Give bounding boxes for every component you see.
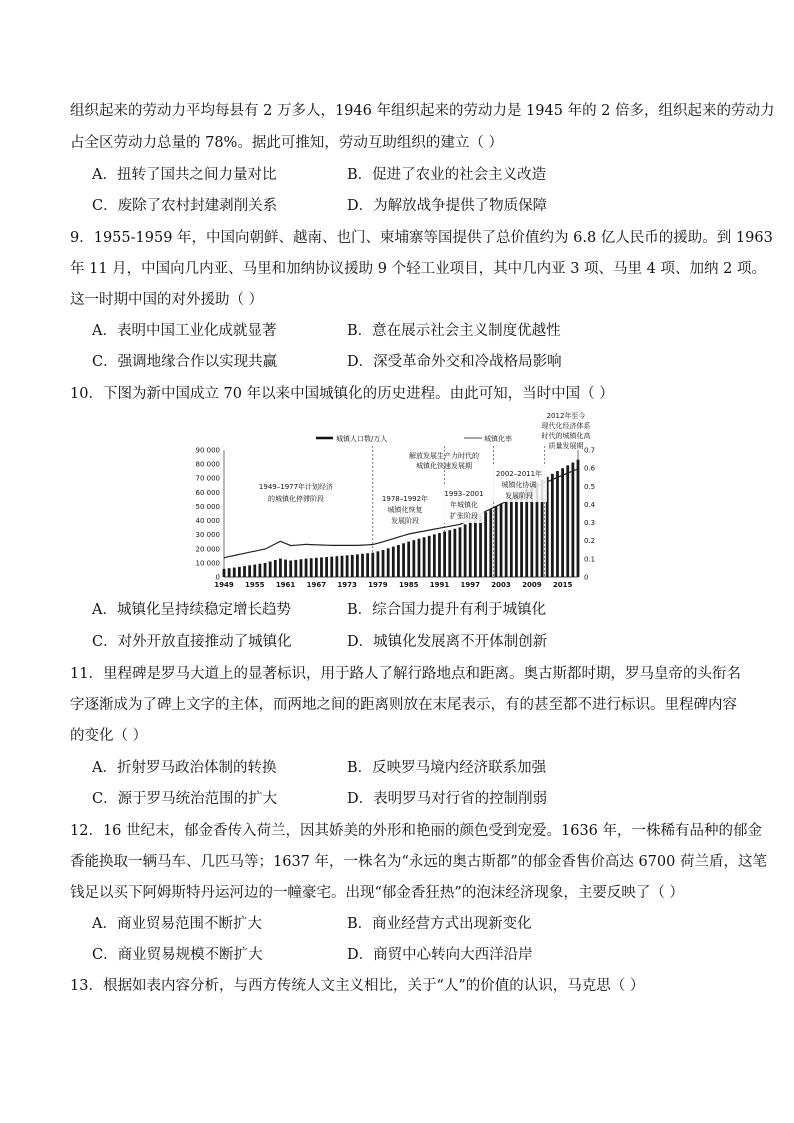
bar-1994 <box>453 529 456 577</box>
y-left-tick: 20 000 <box>195 545 220 554</box>
bar-1957 <box>264 563 267 577</box>
y-right-tick: 0.3 <box>584 519 596 528</box>
bar-1956 <box>259 564 262 577</box>
stage-2-line-3: 发展阶段 <box>391 517 419 525</box>
y-right-tick: 0 <box>584 573 589 582</box>
group-1-line-1: 解放发展生产力时代的 <box>409 452 479 460</box>
q11-option-c: C．源于罗马统治范围的扩大 <box>92 791 278 807</box>
y-left-tick: 80 000 <box>195 460 220 469</box>
bar-1997 <box>469 521 472 577</box>
q11-option-a: A．折射罗马政治体制的转换 <box>92 760 277 776</box>
bar-1960 <box>279 559 282 577</box>
bar-2018 <box>577 460 580 577</box>
bar-1978 <box>371 553 374 577</box>
bar-1990 <box>433 534 436 577</box>
bar-1959 <box>274 560 277 577</box>
bar-1993 <box>448 530 451 577</box>
q8-option-b: B．促进了农业的社会主义改造 <box>347 167 547 183</box>
stage-label-4 <box>491 466 547 502</box>
bar-1999 <box>479 515 482 577</box>
y-right-tick: 0.4 <box>584 500 596 509</box>
bar-1991 <box>438 533 441 577</box>
q8-stem-line-2: 占全区劳动力总量的 78%。据此可推知，劳动互助组织的建立（ ） <box>70 135 503 151</box>
stage-label-3 <box>444 485 484 523</box>
y-right-tick-labels <box>584 447 596 582</box>
q8-option-d: D．为解放战争提供了物质保障 <box>347 198 548 214</box>
q11-stem-line-1: 11．里程碑是罗马大道上的显著标识，用于路人了解行路地点和距离。奥古斯都时期，罗马皇帝的头衔名 <box>70 666 741 682</box>
bar-1967 <box>315 558 318 577</box>
bar-1983 <box>397 545 400 577</box>
y-left-tick: 40 000 <box>195 517 220 526</box>
bar-2001 <box>489 509 492 577</box>
q11-option-b: B．反映罗马境内经济联系加强 <box>347 760 547 776</box>
bar-1963 <box>294 560 297 577</box>
stage-2-line-2: 城镇化恢复 <box>387 506 423 514</box>
y-left-tick-labels <box>196 447 221 582</box>
bar-1962 <box>289 561 292 577</box>
y-left-tick: 0 <box>215 573 220 582</box>
q13-stem: 13．根据如表内容分析，与西方传统人文主义相比，关于“人”的价值的认识，马克思（ ） <box>70 978 645 994</box>
q12-option-c: C．商业贸易规模不断扩大 <box>92 947 263 963</box>
bar-2006 <box>515 495 518 577</box>
stage-3-line-3: 扩张阶段 <box>450 512 478 520</box>
x-tick: 1955 <box>245 581 265 589</box>
bar-1976 <box>361 554 364 577</box>
y-left-tick: 70 000 <box>195 474 220 483</box>
bar-1979 <box>377 551 380 577</box>
group-label-reform-era <box>409 451 479 470</box>
y-left-tick: 90 000 <box>195 446 220 455</box>
bar-1949 <box>223 569 226 577</box>
bar-1961 <box>284 560 287 577</box>
q12-option-b: B．商业经营方式出现新变化 <box>347 916 532 932</box>
group-2-line-2: 现代化经济体系 <box>541 422 591 430</box>
bar-1986 <box>412 540 415 577</box>
y-left-tick: 30 000 <box>195 531 220 540</box>
stage-3-line-2: 年城镇化 <box>450 501 478 509</box>
bar-2013 <box>551 474 554 577</box>
group-2-line-1: 2012年至今 <box>546 412 586 420</box>
x-tick: 1997 <box>460 581 481 589</box>
stage-label-1 <box>238 478 353 510</box>
bar-1966 <box>310 558 313 577</box>
q11-option-d: D．表明罗马对行省的控制削弱 <box>347 791 548 807</box>
x-tick: 1973 <box>337 581 357 589</box>
bar-2003 <box>500 503 503 577</box>
bar-2015 <box>561 468 564 577</box>
bar-1974 <box>351 555 354 577</box>
bar-1998 <box>474 518 477 577</box>
bar-1980 <box>382 550 385 577</box>
bar-1985 <box>407 542 410 577</box>
y-right-tick: 0.1 <box>584 555 596 564</box>
q10-option-b: B．综合国力提升有利于城镇化 <box>347 602 547 618</box>
bar-1968 <box>320 557 323 577</box>
group-1-line-2: 城镇化快速发展期 <box>416 462 472 470</box>
y-right-tick: 0.2 <box>584 537 596 546</box>
stage-4-line-2: 城镇化协调 <box>501 481 537 489</box>
y-left-tick: 50 000 <box>195 502 220 511</box>
q10-option-c: C．对外开放直接推动了城镇化 <box>92 634 292 650</box>
q8-stem-line-1: 组织起来的劳动力平均每县有 2 万多人，1946 年组织起来的劳动力是 1945 年的 2 倍多，组织起来的劳动力 <box>70 103 775 119</box>
bar-1955 <box>253 565 256 577</box>
bar-2007 <box>520 492 523 577</box>
q12-option-d: D．商贸中心转向大西洋沿岸 <box>347 947 533 963</box>
bar-1972 <box>341 556 344 577</box>
q8-option-c: C．废除了农村封建剥削关系 <box>92 198 278 214</box>
q9-option-a: A．表明中国工业化成就显著 <box>92 323 277 339</box>
bar-1952 <box>238 567 241 577</box>
x-tick: 1979 <box>368 581 388 589</box>
q9-stem-line-2: 年 11 月，中国向几内亚、马里和加纳协议援助 9 个轻工业项目，其中几内亚 3 项、马里 4 项、加纳 2 项。 <box>70 261 766 277</box>
y-right-tick: 0.7 <box>584 446 596 455</box>
bar-1977 <box>366 553 369 577</box>
q12-option-a: A．商业贸易范围不断扩大 <box>92 916 262 932</box>
q9-option-b: B．意在展示社会主义制度优越性 <box>347 323 561 339</box>
bar-1996 <box>464 524 467 577</box>
x-tick-labels <box>214 581 572 589</box>
y-left-tick: 10 000 <box>195 559 220 568</box>
bar-1953 <box>243 566 246 577</box>
bar-1970 <box>330 557 333 577</box>
legend-rate: 城镇化率 <box>484 435 512 443</box>
q10-stem: 10．下图为新中国成立 70 年以来中国城镇化的历史进程。由此可知，当时中国（ ） <box>70 386 614 402</box>
bar-2002 <box>495 506 498 577</box>
q9-stem-line-1: 9．1955-1959 年，中国向朝鲜、越南、也门、柬埔寨等国提供了总价值约为 6.8 亿人民币的援助。到 1963 <box>70 230 773 246</box>
y-right-tick: 0.5 <box>584 482 596 491</box>
bar-1992 <box>443 532 446 577</box>
bar-1995 <box>459 527 462 577</box>
bar-2017 <box>571 463 574 577</box>
q12-stem-line-2: 香能换取一辆马车、几匹马等；1637 年，一株名为“永远的奥古斯都”的郁金香售价高达 6700 荷兰盾，这笔 <box>70 854 767 870</box>
bar-1950 <box>228 568 231 577</box>
bar-1964 <box>300 559 303 577</box>
q9-option-d: D．深受革命外交和冷战格局影响 <box>347 354 562 370</box>
bar-1954 <box>248 565 251 577</box>
group-2-line-4: 质量发展期 <box>548 442 584 450</box>
bar-1958 <box>269 561 272 577</box>
bar-1982 <box>392 547 395 577</box>
q11-stem-line-2: 字逐渐成为了碑上文字的主体，而两地之间的距离则放在末尾表示，有的甚至都不进行标识。里程碑内容 <box>70 697 737 713</box>
q8-option-a: A．扭转了国共之间力量对比 <box>92 167 277 183</box>
bar-1989 <box>428 536 431 577</box>
q10-option-d: D．城镇化发展离不开体制创新 <box>347 634 548 650</box>
bar-2000 <box>484 512 487 577</box>
bar-1971 <box>335 556 338 577</box>
stage-4-line-3: 发展阶段 <box>505 492 533 500</box>
bar-1988 <box>423 537 426 577</box>
q9-option-c: C．强调地缘合作以实现共赢 <box>92 354 278 370</box>
bar-1975 <box>356 554 359 577</box>
stage-2-line-1: 1978–1992年 <box>381 495 429 503</box>
bar-2014 <box>556 471 559 577</box>
x-tick: 2003 <box>491 581 511 589</box>
stage-label-2 <box>376 490 434 528</box>
q11-stem-line-3: 的变化（ ） <box>70 728 148 744</box>
x-tick: 1961 <box>275 581 296 589</box>
bar-1984 <box>402 543 405 577</box>
bar-1981 <box>387 548 390 577</box>
bar-1969 <box>325 557 328 577</box>
urbanization-chart <box>186 410 606 595</box>
q12-stem-line-3: 钱足以买下阿姆斯特丹运河边的一幢豪宅。出现“郁金香狂热”的泡沫经济现象，主要反映了（ ） <box>70 885 684 901</box>
bar-1965 <box>305 559 308 577</box>
bar-2005 <box>510 498 513 577</box>
x-tick: 1985 <box>398 581 419 589</box>
stage-1-line-1: 1949–1977年计划经济 <box>258 483 334 491</box>
bar-1951 <box>233 568 236 577</box>
bar-2004 <box>505 501 508 577</box>
stage-3-line-1: 1993–2001 <box>444 490 484 498</box>
stage-1-line-2: 的城镇化停滞阶段 <box>268 495 324 503</box>
legend-population: 城镇人口数/万人 <box>336 435 388 443</box>
x-tick: 1991 <box>429 581 450 589</box>
group-label-new-era <box>542 411 591 450</box>
y-left-tick: 60 000 <box>195 488 220 497</box>
stage-4-line-1: 2002–2011年 <box>495 470 543 478</box>
q9-stem-line-3: 这一时期中国的对外援助（ ） <box>70 292 264 308</box>
bar-1973 <box>346 555 349 577</box>
x-tick: 1949 <box>214 581 234 589</box>
x-tick: 2009 <box>522 581 542 589</box>
y-right-tick: 0.6 <box>584 464 596 473</box>
bar-1987 <box>418 539 421 577</box>
q10-option-a: A．城镇化呈持续稳定增长趋势 <box>92 602 291 618</box>
group-2-line-3: 时代的城镇化高 <box>541 432 591 440</box>
x-tick: 1967 <box>306 581 327 589</box>
bar-2016 <box>566 465 569 577</box>
q12-stem-line-1: 12．16 世纪末，郁金香传入荷兰，因其娇美的外形和艳丽的颜色受到宠爱。1636 年，一株稀有品种的郁金 <box>70 823 763 839</box>
x-tick: 2015 <box>552 581 573 589</box>
